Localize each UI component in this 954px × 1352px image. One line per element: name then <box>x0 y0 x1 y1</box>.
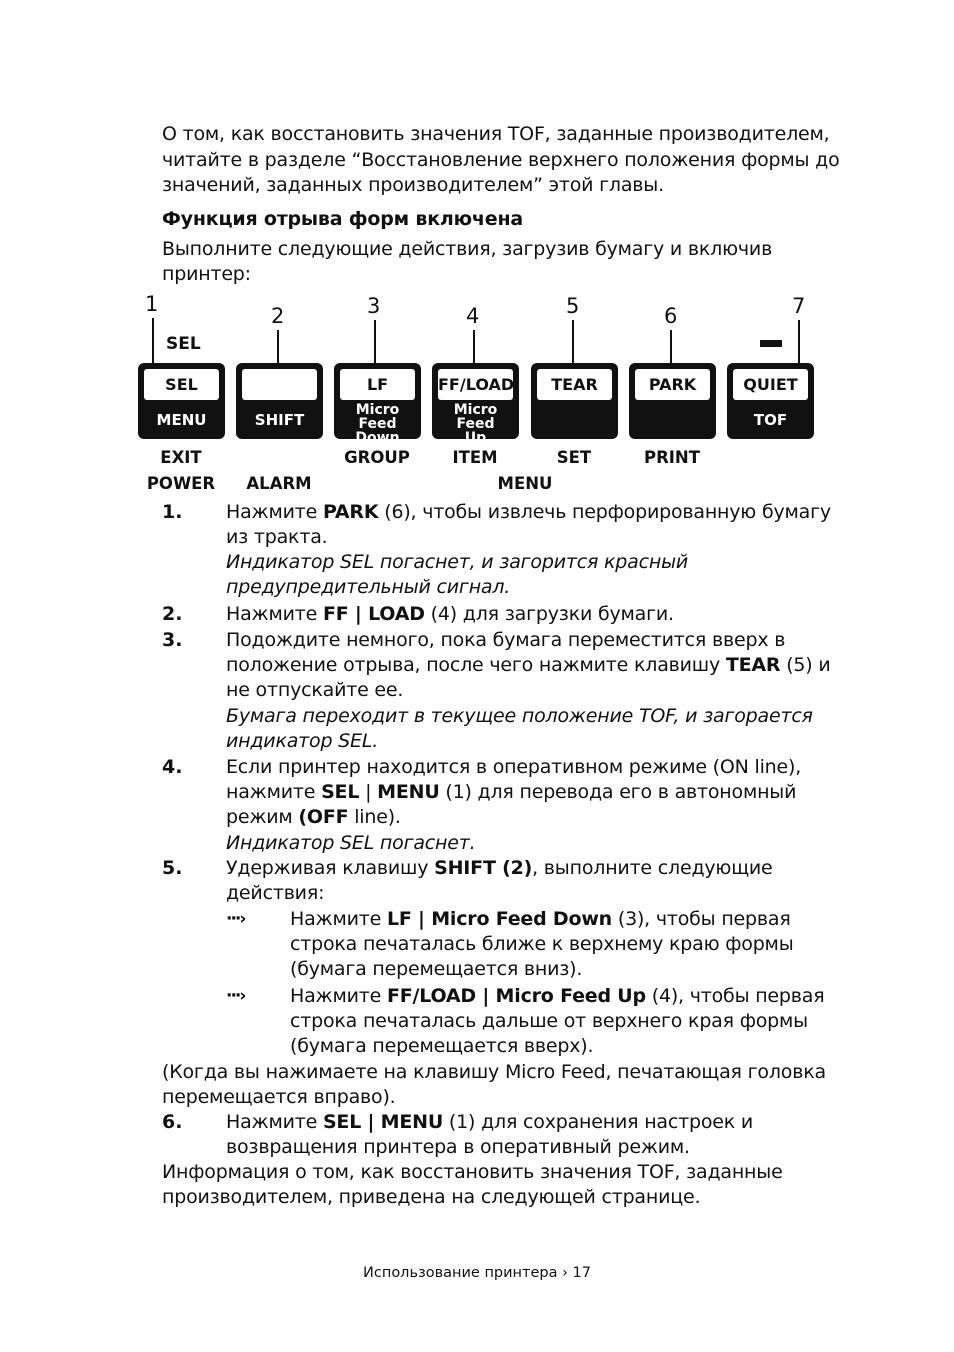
step-4-rest: (1) для перевода его в автономный <box>439 781 797 803</box>
step-1-line-2: из тракта. <box>226 526 328 548</box>
step-3-lead: положение отрыва, после чего нажмите клавишу <box>226 654 726 676</box>
tear-key[interactable] <box>531 363 618 439</box>
callout-6: 6 <box>664 304 678 328</box>
key-bottom-label <box>533 404 616 436</box>
page-footer: Использование принтера › 17 <box>363 1265 591 1281</box>
park-key[interactable] <box>629 363 716 439</box>
step-3-key: TEAR <box>725 654 781 676</box>
leader-line-1 <box>152 318 154 363</box>
closing-line-1: Информация о том, как восстановить значения TOF, заданные <box>162 1161 783 1183</box>
step-4-line-3 <box>226 805 401 831</box>
note-paren-line-2: перемещается вправо). <box>162 1086 396 1108</box>
ff-load-micro-feed-up-key[interactable] <box>432 363 519 446</box>
key-top-label: LF <box>340 369 415 400</box>
leader-line-3 <box>374 320 376 363</box>
label-item: ITEM <box>452 448 498 467</box>
step-3-note-2: индикатор SEL. <box>226 730 379 752</box>
step-4-line-1: Если принтер находится в оперативном режиме (ON line), <box>226 756 802 778</box>
section-heading: Функция отрыва форм включена <box>162 208 524 230</box>
label-menu: MENU <box>497 474 553 493</box>
leader-line-7 <box>798 320 800 363</box>
step-1-lead: Нажмите <box>226 501 323 523</box>
leader-line-4 <box>473 330 475 363</box>
key-bottom-label-line-2: Up <box>464 430 487 446</box>
step-1-line-1 <box>226 500 831 526</box>
step-3-rest: (5) и <box>780 654 831 676</box>
key-bottom-label-line-1: Micro Feed <box>453 402 498 432</box>
step-4-sep: | <box>359 781 378 803</box>
label-power: POWER <box>146 474 216 493</box>
step-2-key: FF | LOAD <box>322 603 425 625</box>
step-number: 5. <box>162 857 183 879</box>
lf-micro-feed-down-key[interactable] <box>334 363 421 446</box>
key-bottom-label: MENU <box>156 411 207 429</box>
step-number: 6. <box>162 1111 183 1133</box>
sub-1-line-3: (бумага перемещается вниз). <box>290 958 583 980</box>
step-5-key: SHIFT (2) <box>434 857 533 879</box>
step-4-line: line). <box>348 806 401 828</box>
step-4-mode: режим <box>226 806 299 828</box>
sel-menu-key[interactable] <box>138 363 225 439</box>
sub-1-line-2: строка печаталась ближе к верхнему краю формы <box>290 933 794 955</box>
step-6-key: SEL | MENU <box>322 1111 444 1133</box>
callout-4: 4 <box>466 304 480 328</box>
step-4-key-1: SEL <box>321 781 360 803</box>
sub-1-key: LF | Micro Feed Down <box>386 908 613 930</box>
step-6-lead: Нажмите <box>226 1111 323 1133</box>
sub-2-rest: (4), чтобы первая <box>645 985 825 1007</box>
key-top-label: PARK <box>635 369 710 400</box>
key-bottom-label <box>631 404 714 436</box>
step-4-note-1: Индикатор SEL погаснет. <box>226 832 476 854</box>
step-4-key-2: MENU <box>377 781 440 803</box>
label-alarm: ALARM <box>246 474 312 493</box>
step-5-lead: Удерживая клавишу <box>226 857 435 879</box>
key-top-label: TEAR <box>537 369 612 400</box>
step-1-note-2: предупредительный сигнал. <box>226 576 511 598</box>
label-print: PRINT <box>643 448 700 467</box>
sub-1-line-1 <box>290 907 791 933</box>
lead-line-1: Выполните следующие действия, загрузив бумагу и включив <box>162 238 773 260</box>
intro-line-2: читайте в разделе “Восстановление верхнего положения формы до <box>162 149 840 171</box>
quiet-indicator-light <box>760 340 782 347</box>
step-1-note-1: Индикатор SEL погаснет, и загорится красный <box>226 551 689 573</box>
sel-indicator-label: SEL <box>166 334 201 354</box>
sub-1-rest: (3), чтобы первая <box>612 908 791 930</box>
key-top-label: SEL <box>144 369 219 400</box>
callout-3: 3 <box>367 294 381 318</box>
step-6-line-2: возвращения принтера в оперативный режим. <box>226 1136 690 1158</box>
step-3-note-1: Бумага переходит в текущее положение TOF, и загорается <box>226 705 813 727</box>
step-6-rest: (1) для сохранения настроек и <box>443 1111 754 1133</box>
key-bottom-label: SHIFT <box>254 411 305 429</box>
step-4-lead: нажмите <box>226 781 322 803</box>
step-1-rest: (6), чтобы извлечь перфорированную бумагу <box>378 501 831 523</box>
lead-line-2: принтер: <box>162 263 251 285</box>
closing-line-2: производителем, приведена на следующей странице. <box>162 1186 701 1208</box>
bullet-arrow-icon: ···› <box>226 909 245 929</box>
sub-2-line-1 <box>290 984 824 1010</box>
key-bottom-label <box>336 402 419 446</box>
step-number: 3. <box>162 629 183 651</box>
leader-line-2 <box>277 330 279 363</box>
key-bottom-label: TOF <box>753 411 788 429</box>
key-top-label: FF/LOAD <box>438 369 513 400</box>
step-number: 4. <box>162 756 183 778</box>
step-2-lead: Нажмите <box>226 603 323 625</box>
step-number: 1. <box>162 501 183 523</box>
step-5-line-1 <box>226 856 773 882</box>
quiet-tof-key[interactable] <box>727 363 814 439</box>
callout-5: 5 <box>566 294 580 318</box>
step-1-key: PARK <box>322 501 379 523</box>
sub-2-line-3: (бумага перемещается вверх). <box>290 1035 594 1057</box>
callout-1: 1 <box>145 292 159 316</box>
key-bottom-label-line-2: Down <box>355 430 400 446</box>
note-paren-line-1: (Когда вы нажимаете на клавишу Micro Feed, печатающая головка <box>162 1061 826 1083</box>
step-2-line-1 <box>226 602 674 628</box>
leader-line-6 <box>670 330 672 363</box>
key-top-label: QUIET <box>733 369 808 400</box>
step-number: 2. <box>162 603 183 625</box>
key-bottom-label <box>434 402 517 446</box>
step-3-line-1: Подождите немного, пока бумага переместится вверх в <box>226 629 786 651</box>
control-panel-diagram <box>0 0 954 500</box>
bullet-arrow-icon: ···› <box>226 986 245 1006</box>
intro-line-1: О том, как восстановить значения TOF, заданные производителем, <box>162 123 830 145</box>
step-4-line-2 <box>226 780 796 806</box>
sub-2-key: FF/LOAD | Micro Feed Up <box>386 985 646 1007</box>
callout-2: 2 <box>271 304 285 328</box>
step-2-rest: (4) для загрузки бумаги. <box>424 603 674 625</box>
step-5-rest: , выполните следующие <box>532 857 773 879</box>
intro-line-3: значений, заданных производителем” этой главы. <box>162 174 664 196</box>
step-4-off: (OFF <box>298 806 349 828</box>
sub-2-line-2: строка печаталась дальше от верхнего края формы <box>290 1010 808 1032</box>
key-top-label <box>242 369 317 400</box>
leader-line-5 <box>572 320 574 363</box>
callout-7: 7 <box>792 294 806 318</box>
label-group: GROUP <box>344 448 410 467</box>
step-3-line-2 <box>226 653 831 679</box>
step-5-line-2: действия: <box>226 882 325 904</box>
key-bottom-label-line-1: Micro Feed <box>355 402 400 432</box>
step-6-line-1 <box>226 1110 753 1136</box>
sub-1-lead: Нажмите <box>290 908 387 930</box>
shift-key[interactable] <box>236 363 323 439</box>
label-exit: EXIT <box>160 448 202 467</box>
label-set: SET <box>556 448 592 467</box>
sub-2-lead: Нажмите <box>290 985 387 1007</box>
step-3-line-3: не отпускайте ее. <box>226 679 404 701</box>
